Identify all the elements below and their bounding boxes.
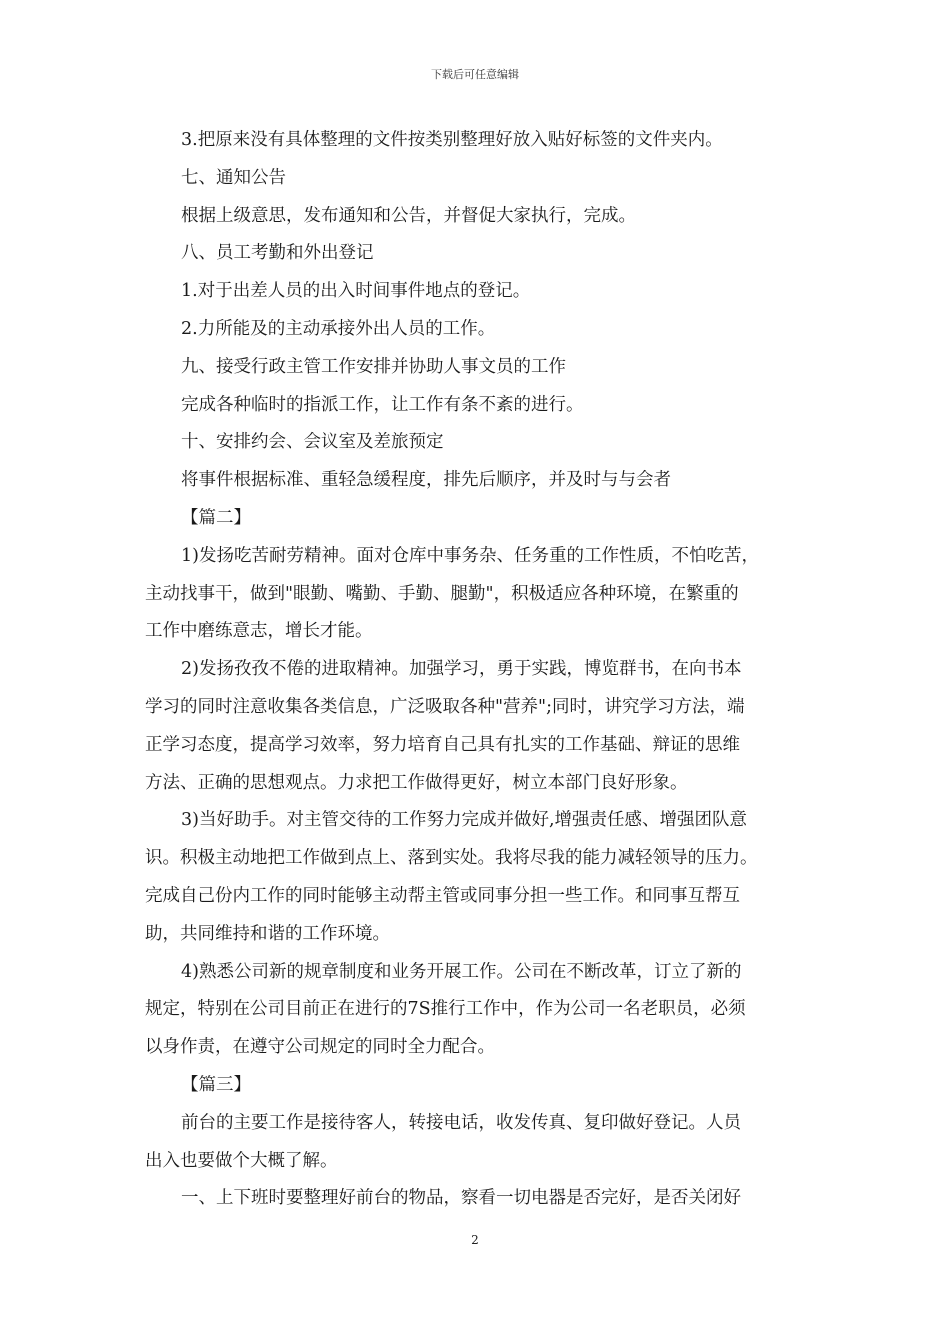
text-line: 1)发扬吃苦耐劳精神。面对仓库中事务杂、任务重的工作性质，不怕吃苦， bbox=[181, 545, 759, 566]
text-line: 主动找事干，做到"眼勤、嘴勤、手勤、腿勤"，积极适应各种环境，在繁重的 bbox=[145, 583, 739, 604]
text-line: 3)当好助手。对主管交待的工作努力完成并做好,增强责任感、增强团队意 bbox=[181, 810, 748, 831]
section-heading: 七、通知公告 bbox=[181, 167, 286, 188]
text-line: 识。积极主动地把工作做到点上、落到实处。我将尽我的能力减轻领导的压力。 bbox=[145, 848, 758, 869]
text-line: 方法、正确的思想观点。力求把工作做得更好，树立本部门良好形象。 bbox=[145, 772, 688, 793]
document-body bbox=[145, 122, 810, 1218]
text-line: 规定，特别在公司目前正在进行的7S推行工作中，作为公司一名老职员，必须 bbox=[145, 999, 746, 1020]
text-line: 根据上级意思，发布通知和公告，并督促大家执行，完成。 bbox=[181, 205, 636, 226]
text-line: 2.力所能及的主动承接外出人员的工作。 bbox=[181, 318, 496, 339]
text-line: 以身作责，在遵守公司规定的同时全力配合。 bbox=[145, 1037, 495, 1058]
part-heading: 【篇三】 bbox=[181, 1074, 251, 1095]
text-line: 正学习态度，提高学习效率，努力培育自己具有扎实的工作基础、辩证的思维 bbox=[145, 734, 740, 755]
section-heading: 九、接受行政主管工作安排并协助人事文员的工作 bbox=[181, 356, 566, 377]
text-line: 将事件根据标准、重轻急缓程度，排先后顺序，并及时与与会者 bbox=[181, 470, 671, 491]
page-number: 2 bbox=[471, 1233, 479, 1247]
section-heading: 八、员工考勤和外出登记 bbox=[181, 243, 374, 264]
text-line: 前台的主要工作是接待客人，转接电话，收发传真、复印做好登记。人员 bbox=[181, 1112, 741, 1133]
text-line: 完成自己份内工作的同时能够主动帮主管或同事分担一些工作。和同事互帮互 bbox=[145, 885, 740, 906]
text-line: 3.把原来没有具体整理的文件按类别整理好放入贴好标签的文件夹内。 bbox=[181, 130, 723, 150]
text-line: 工作中磨练意志，增长才能。 bbox=[145, 621, 373, 642]
section-heading: 十、安排约会、会议室及差旅预定 bbox=[181, 432, 444, 453]
text-line: 完成各种临时的指派工作，让工作有条不紊的进行。 bbox=[181, 394, 584, 415]
page-header: 下载后可任意编辑 bbox=[431, 68, 519, 81]
text-line: 出入也要做个大概了解。 bbox=[145, 1150, 338, 1171]
text-line: 1.对于出差人员的出入时间事件地点的登记。 bbox=[181, 281, 531, 302]
text-line: 学习的同时注意收集各类信息，广泛吸取各种"营养";同时，讲究学习方法，端 bbox=[145, 696, 745, 717]
part-heading: 【篇二】 bbox=[181, 507, 251, 528]
text-line: 一、上下班时要整理好前台的物品，察看一切电器是否完好，是否关闭好 bbox=[181, 1188, 741, 1209]
text-line: 4)熟悉公司新的规章制度和业务开展工作。公司在不断改革，订立了新的 bbox=[181, 961, 742, 982]
text-line: 助，共同维持和谐的工作环境。 bbox=[145, 923, 390, 944]
text-line: 2)发扬孜孜不倦的进取精神。加强学习，勇于实践，博览群书，在向书本 bbox=[181, 659, 742, 680]
